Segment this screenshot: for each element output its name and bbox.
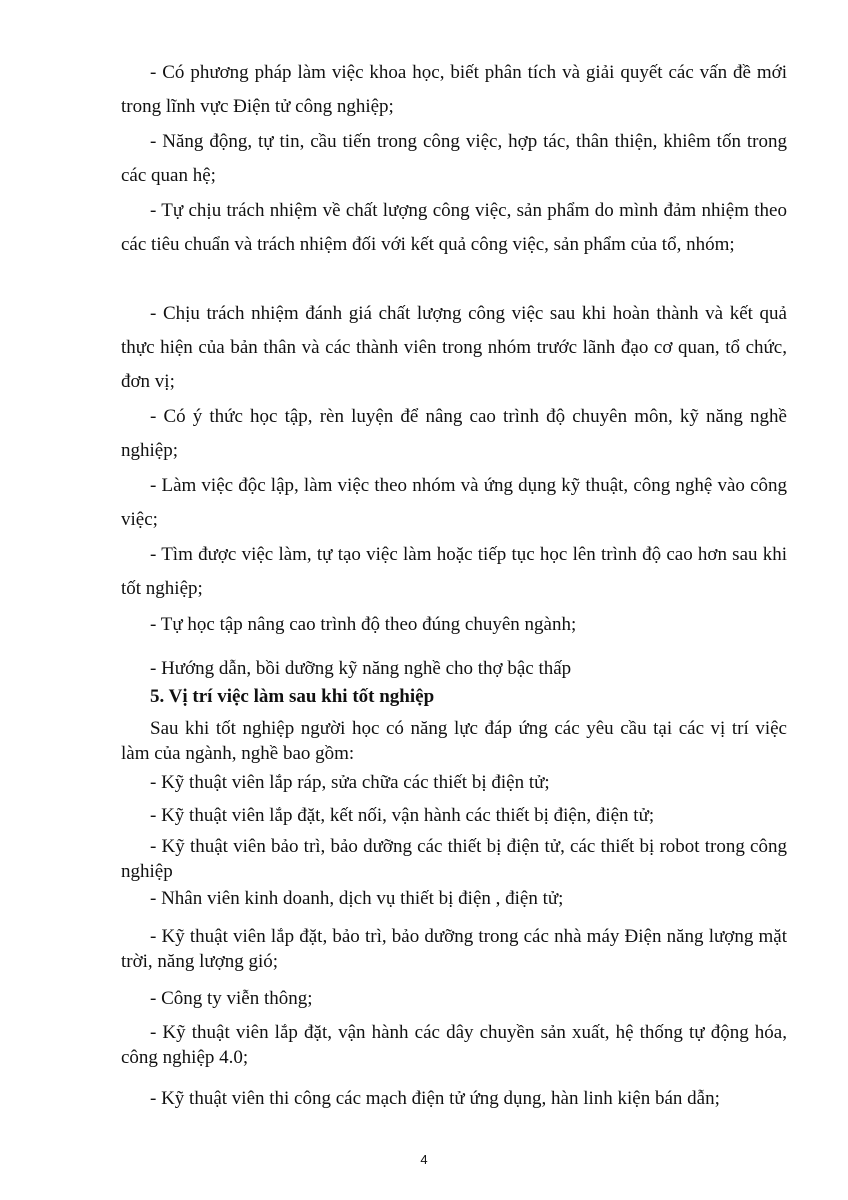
skills-item-7: - Tìm được việc làm, tự tạo việc làm hoặc tiếp tục học lên trình độ cao hơn sau khi tốt nghiệp; xyxy=(121,544,787,599)
skills-item-4: - Chịu trách nhiệm đánh giá chất lượng công việc sau khi hoàn thành và kết quả thực hiện của bản thân và các thành viên trong nhóm trước lãnh đạo cơ quan, tổ chức, đơn vị; xyxy=(121,303,787,392)
skills-item-5: - Có ý thức học tập, rèn luyện để nâng cao trình độ chuyên môn, kỹ năng nghề nghiệp; xyxy=(121,406,787,461)
job-item-3: - Kỹ thuật viên bảo trì, bảo dưỡng các thiết bị điện tử, các thiết bị robot trong công nghiệp xyxy=(121,836,787,882)
section-5-heading: 5. Vị trí việc làm sau khi tốt nghiệp xyxy=(150,686,435,707)
job-item-1: - Kỹ thuật viên lắp ráp, sửa chữa các thiết bị điện tử; xyxy=(150,772,550,793)
job-item-6: - Công ty viễn thông; xyxy=(150,988,313,1009)
job-item-5: - Kỹ thuật viên lắp đặt, bảo trì, bảo dưỡng trong các nhà máy Điện năng lượng mặt trời, năng lượng gió; xyxy=(121,926,787,972)
job-item-7: - Kỹ thuật viên lắp đặt, vận hành các dây chuyền sản xuất, hệ thống tự động hóa, công nghiệp 4.0; xyxy=(121,1022,787,1068)
section-5-intro: Sau khi tốt nghiệp người học có năng lực đáp ứng các yêu cầu tại các vị trí việc làm của ngành, nghề bao gồm: xyxy=(121,718,787,764)
skills-item-8: - Tự học tập nâng cao trình độ theo đúng chuyên ngành; xyxy=(150,614,577,635)
skills-item-3: - Tự chịu trách nhiệm về chất lượng công việc, sản phẩm do mình đảm nhiệm theo các tiêu chuẩn và trách nhiệm đối với kết quả công việc, sản phẩm của tổ, nhóm; xyxy=(121,200,787,255)
page-number: 4 xyxy=(420,1152,428,1167)
skills-item-2: - Năng động, tự tin, cầu tiến trong công việc, hợp tác, thân thiện, khiêm tốn trong các quan hệ; xyxy=(121,131,787,186)
skills-item-9: - Hướng dẫn, bồi dưỡng kỹ năng nghề cho thợ bậc thấp xyxy=(150,658,572,679)
job-item-8: - Kỹ thuật viên thi công các mạch điện tử ứng dụng, hàn linh kiện bán dẫn; xyxy=(150,1088,720,1109)
skills-item-6: - Làm việc độc lập, làm việc theo nhóm và ứng dụng kỹ thuật, công nghệ vào công việc; xyxy=(121,475,787,530)
job-item-4: - Nhân viên kinh doanh, dịch vụ thiết bị điện , điện tử; xyxy=(150,888,564,909)
skills-item-1: - Có phương pháp làm việc khoa học, biết phân tích và giải quyết các vấn đề mới trong lĩnh vực Điện tử công nghiệp; xyxy=(121,62,787,117)
job-item-2: - Kỹ thuật viên lắp đặt, kết nối, vận hành các thiết bị điện, điện tử; xyxy=(150,805,655,826)
